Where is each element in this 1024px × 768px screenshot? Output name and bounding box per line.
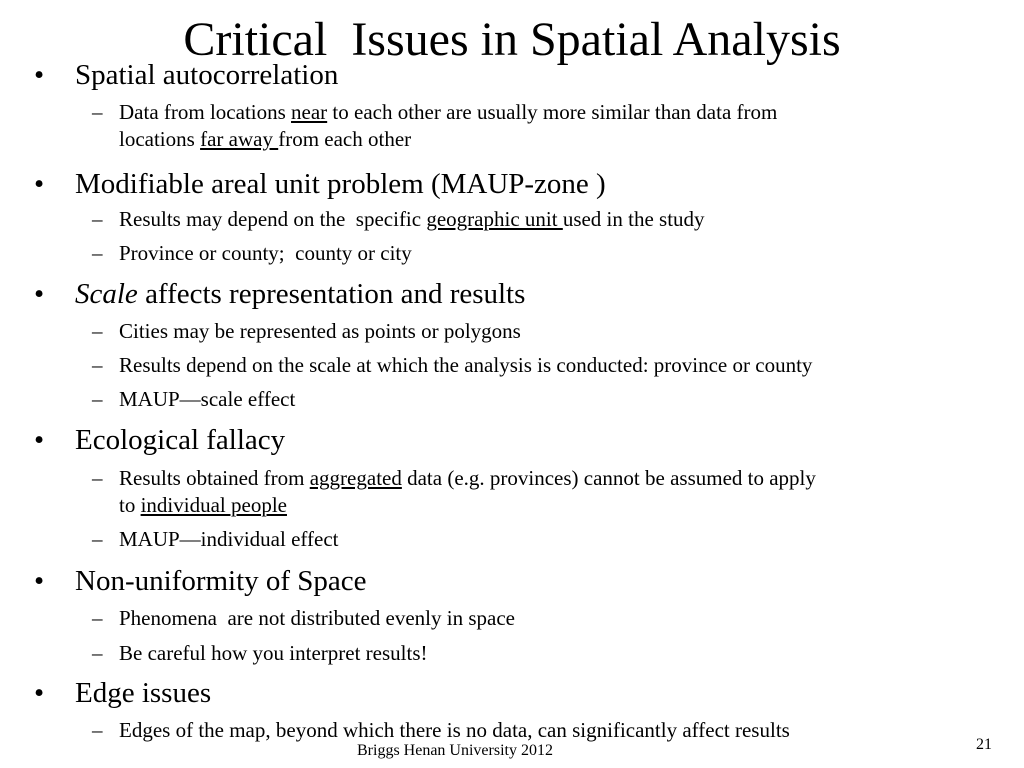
dash-icon: – (92, 718, 103, 742)
sub-bullet-text: Edges of the map, beyond which there is no data, can significantly affect results (119, 718, 790, 742)
bullet-icon: • (34, 59, 45, 91)
underlined-term: individual people (140, 493, 287, 517)
dash-icon: – (92, 466, 103, 490)
bullet-icon: • (34, 278, 45, 310)
dash-icon: – (92, 641, 103, 665)
page-number: 21 (976, 736, 992, 753)
bullet-text: Edge issues (75, 677, 212, 709)
bullet-icon: • (34, 424, 45, 456)
bullet-icon: • (34, 565, 45, 597)
italic-term: Scale (75, 278, 138, 310)
slide-title: Critical Issues in Spatial Analysis (183, 13, 841, 66)
sub-bullet-text: Data from locations near to each other are usually more similar than data from locations far away from each other (119, 100, 778, 151)
sub-bullet-text: MAUP—scale effect (119, 387, 296, 411)
underlined-term: near (291, 100, 328, 124)
dash-icon: – (92, 353, 103, 377)
sub-bullet-text: Phenomena are not distributed evenly in space (119, 606, 515, 630)
dash-icon: – (92, 241, 103, 265)
sub-bullet-text: Province or county; county or city (119, 241, 412, 265)
dash-icon: – (92, 100, 103, 124)
dash-icon: – (92, 387, 103, 411)
underlined-term: geographic unit (426, 207, 563, 231)
bullet-text: Scale affects representation and results (75, 278, 526, 310)
bullet-text: Modifiable areal unit problem (MAUP-zone ) (75, 168, 606, 200)
sub-bullet-text: Results depend on the scale at which the analysis is conducted: province or county (119, 353, 813, 377)
bullet-text: Spatial autocorrelation (75, 59, 339, 91)
sub-bullet-text: MAUP—individual effect (119, 527, 339, 551)
bullet-text: Ecological fallacy (75, 424, 286, 456)
bullet-icon: • (34, 168, 45, 200)
dash-icon: – (92, 319, 103, 343)
sub-bullet-text: Results may depend on the specific geographic unit used in the study (119, 207, 705, 231)
sub-bullet-text: Results obtained from aggregated data (e.g. provinces) cannot be assumed to apply to individual people (119, 466, 816, 517)
bullet-icon: • (34, 677, 45, 709)
bullet-text: Non-uniformity of Space (75, 565, 367, 597)
dash-icon: – (92, 207, 103, 231)
underlined-term: far away (200, 127, 279, 151)
dash-icon: – (92, 527, 103, 551)
underlined-term: aggregated (309, 466, 402, 490)
dash-icon: – (92, 606, 103, 630)
sub-bullet-text: Be careful how you interpret results! (119, 641, 428, 665)
slide-footer: Briggs Henan University 2012 (357, 742, 553, 759)
sub-bullet-text: Cities may be represented as points or polygons (119, 319, 521, 343)
